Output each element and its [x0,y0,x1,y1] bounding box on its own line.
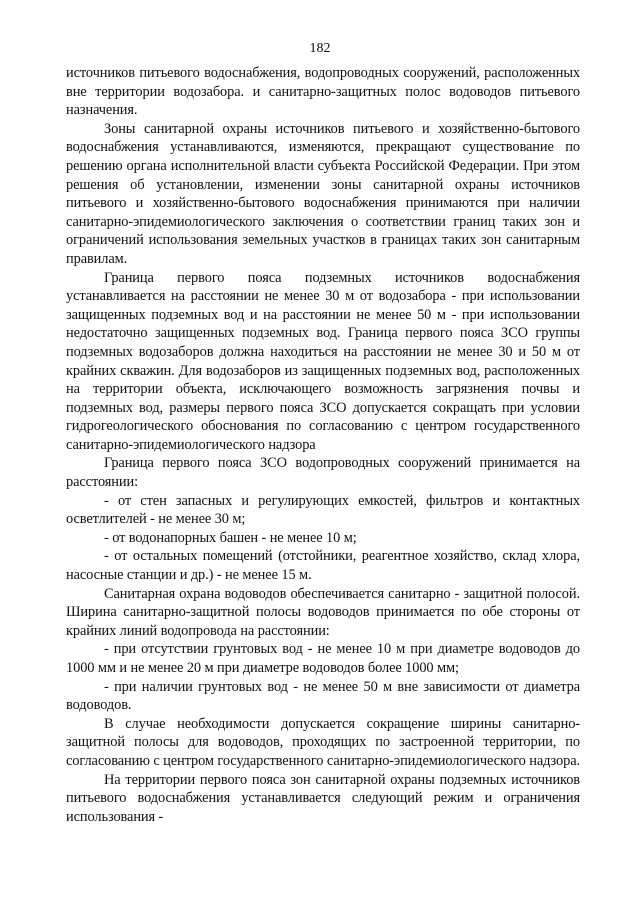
paragraph-zso-establishment: Зоны санитарной охраны источников питьевого и хозяйственно-бытового водоснабжения устанавливаются, изменяются, прекращают существование по решению органа исполнительной власти субъекта Российской Федерации. При этом решения об установлении, изменении зоны санитарной охраны источников питьевого и хозяйственно-бытового водоснабжения принимаются при наличии санитарно-эпидемиологического заключения о соответствии границ таких зон и ограничений использования земельных участков в границах таких зон санитарным правилам. [66,120,580,267]
document-body [66,64,580,826]
list-item: - от остальных помещений (отстойники, реагентное хозяйство, склад хлора, насосные станции и др.) - не менее 15 м. [66,548,580,584]
list-item: - при отсутствии грунтовых вод - не менее 10 м при диаметре водоводов до 1000 мм и не менее 20 м при диаметре водоводов более 1000 мм; [66,641,580,676]
paragraph-conduit-protection: Санитарная охрана водоводов обеспечивается санитарно - защитной полосой. Ширина санитарно-защитной полосы водоводов принимается по обе стороны от крайних линий водопровода на расстоянии: [66,585,580,639]
list-item: - от водонапорных башен - не менее 10 м; [104,529,357,546]
page-number: 182 [309,41,331,56]
list-item: - от стен запасных и регулирующих емкостей, фильтров и контактных осветлителей - не менее 30 м; [66,492,580,528]
list-item: - при наличии грунтовых вод - не менее 50 м вне зависимости от диаметра водоводов. [66,678,580,714]
paragraph-first-belt-underground: Граница первого пояса подземных источников водоснабжения устанавливается на расстоянии не менее 30 м от водозабора - при использовании защищенных подземных вод и на расстоянии не менее 50 м - при использовании недостаточно защищенных подземных вод. Граница первого пояса ЗСО группы подземных водозаборов должна находиться на расстоянии не менее 30 и 50 м от крайних скважин. Для водозаборов из защищенных подземных вод, расположенных на территории объекта, исключающего возможность загрязнения почвы и подземных вод, размеры первого пояса ЗСО допускается сокращать при условии гидрогеологического обоснования по согласованию с центром государственного санитарно-эпидемиологического надзора [66,269,580,453]
paragraph-strip-reduction: В случае необходимости допускается сокращение ширины санитарно-защитной полосы для водоводов, проходящих по застроенной территории, по согласованию с центром государственного санитарно-эпидемиологического надзора. [66,715,580,769]
paragraph-continuation: источников питьевого водоснабжения, водопроводных сооружений, расположенных вне территории водозабора. и санитарно-защитных полос водоводов питьевого назначения. [66,65,580,119]
paragraph-first-belt-regime: На территории первого пояса зон санитарной охраны подземных источников питьевого водоснабжения устанавливается следующий режим и ограничения использования - [66,771,580,825]
paragraph-first-belt-waterworks: Граница первого пояса ЗСО водопроводных сооружений принимается на расстоянии: [66,455,580,491]
